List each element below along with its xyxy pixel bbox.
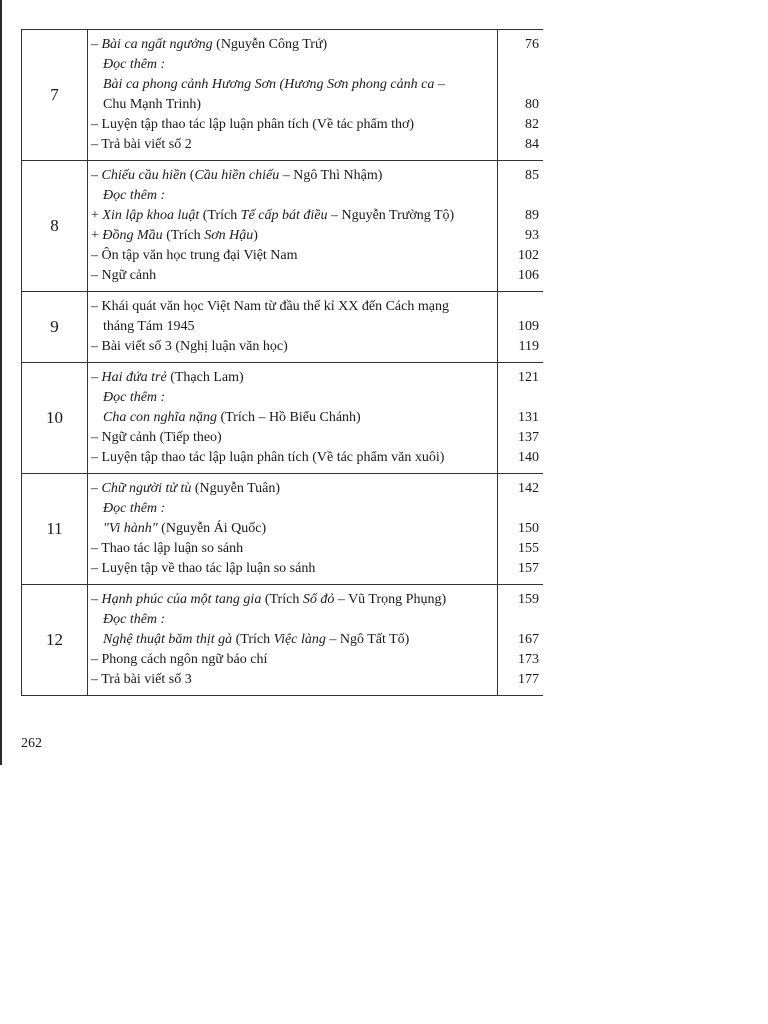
lesson-text: + (91, 208, 103, 223)
lesson-text: ) (253, 228, 258, 243)
page-ref: 137 (518, 430, 539, 445)
lesson-text: Chiếu cầu hiền (101, 168, 187, 183)
lesson-entry (88, 590, 497, 610)
week-row (21, 585, 543, 696)
lesson-text: (Nguyễn Ái Quốc) (157, 521, 267, 536)
lesson-text: – (91, 370, 102, 385)
lesson-entry (88, 337, 497, 357)
lesson-entry (88, 186, 497, 206)
lesson-text: Đọc thêm : (103, 188, 166, 203)
page-column (498, 161, 543, 291)
page-spine-line (0, 0, 2, 765)
lesson-text: Cha con nghĩa nặng (103, 410, 217, 425)
page-ref (498, 610, 543, 630)
lesson-entry (88, 499, 497, 519)
lesson-list (88, 585, 498, 695)
lesson-text: – (91, 168, 102, 183)
lesson-text: (Thạch Lam) (166, 370, 244, 385)
lesson-entry (88, 630, 497, 650)
lesson-text: tháng Tám 1945 (103, 319, 195, 334)
page-ref: 140 (518, 450, 539, 465)
lesson-text: – Ngữ cảnh (Tiếp theo) (91, 430, 222, 445)
lesson-entry (88, 650, 497, 670)
lesson-text: – Bài viết số 3 (Nghị luận văn học) (91, 339, 288, 354)
lesson-text: + (91, 228, 103, 243)
lesson-text: Sơn Hậu (204, 228, 254, 243)
week-number: 9 (22, 292, 88, 362)
lesson-text: (Trích (261, 592, 303, 607)
week-number: 7 (22, 30, 88, 160)
lesson-entry (88, 519, 497, 539)
week-row (21, 161, 543, 292)
page-ref (498, 388, 543, 408)
lesson-text: – Luyện tập thao tác lập luận phân tích (Về tác phẩm văn xuôi) (91, 450, 445, 465)
lesson-text: – Khái quát văn học Việt Nam từ đầu thế kỉ XX đến Cách mạng (91, 299, 449, 314)
lesson-list (88, 30, 498, 160)
lesson-text: (Trích – Hồ Biểu Chánh) (216, 410, 361, 425)
lesson-list (88, 474, 498, 584)
lesson-text: Hai đứa trẻ (101, 370, 167, 385)
lesson-entry (88, 35, 497, 55)
lesson-text: Việc làng (273, 632, 326, 647)
lesson-entry (88, 479, 497, 499)
lesson-entry (88, 266, 497, 286)
page-ref: 93 (525, 228, 539, 243)
lesson-entry (88, 448, 497, 468)
lesson-text: (Nguyễn Công Trứ) (212, 37, 328, 52)
page-ref: 85 (525, 168, 539, 183)
lesson-entry (88, 135, 497, 155)
lesson-entry (88, 206, 497, 226)
lesson-text: – Phong cách ngôn ngữ báo chí (91, 652, 268, 667)
lesson-entry (88, 246, 497, 266)
lesson-text: Tế cấp bát điều (240, 208, 328, 223)
lesson-text: – (91, 481, 102, 496)
week-number: 12 (22, 585, 88, 695)
lesson-entry (88, 75, 497, 95)
page-ref: 82 (525, 117, 539, 132)
page-ref (498, 186, 543, 206)
week-row (21, 292, 543, 363)
week-number: 8 (22, 161, 88, 291)
page-ref (498, 499, 543, 519)
lesson-entry (88, 317, 497, 337)
lesson-text: – Ngữ cảnh (91, 268, 157, 283)
lesson-entry (88, 166, 497, 186)
page-ref (498, 297, 543, 317)
page-ref: 155 (518, 541, 539, 556)
page-ref: 157 (518, 561, 539, 576)
lesson-text: – Thao tác lập luận so sánh (91, 541, 244, 556)
lesson-entry (88, 428, 497, 448)
page-ref: 121 (518, 370, 539, 385)
lesson-text: Bài ca ngất ngưởng (101, 37, 213, 52)
page-column (498, 474, 543, 584)
lesson-text: (Trích (162, 228, 205, 243)
lesson-text: Đồng Mầu (102, 228, 163, 243)
lesson-text: (Trích (232, 632, 274, 647)
lesson-text: ( (186, 168, 195, 183)
page-ref: 84 (525, 137, 539, 152)
week-row (21, 29, 543, 161)
lesson-text: – Luyện tập về thao tác lập luận so sánh (91, 561, 316, 576)
lesson-entry (88, 408, 497, 428)
lesson-text: Nghệ thuật băm thịt gà (103, 632, 233, 647)
page-column (498, 30, 543, 160)
page-ref: 106 (518, 268, 539, 283)
page-column (498, 585, 543, 695)
page-ref: 167 (518, 632, 539, 647)
table-of-contents (21, 29, 543, 696)
lesson-text: – Ngô Thì Nhậm) (279, 168, 383, 183)
page-ref: 80 (525, 97, 539, 112)
lesson-text: – (91, 592, 102, 607)
lesson-text: – (91, 37, 102, 52)
lesson-text: Đọc thêm : (103, 390, 166, 405)
lesson-text: Đọc thêm : (103, 501, 166, 516)
lesson-entry (88, 115, 497, 135)
lesson-entry (88, 559, 497, 579)
lesson-list (88, 292, 498, 362)
page-ref: 76 (525, 37, 539, 52)
page-ref (498, 55, 543, 75)
lesson-text: Cầu hiền chiếu (194, 168, 280, 183)
week-number: 10 (22, 363, 88, 473)
lesson-text: Chữ người tử tù (101, 481, 192, 496)
page-ref: 102 (518, 248, 539, 263)
lesson-list (88, 363, 498, 473)
week-row (21, 363, 543, 474)
lesson-text: Bài ca phong cảnh Hương Sơn (Hương Sơn phong cảnh ca – (103, 77, 445, 92)
page-ref: 89 (525, 208, 539, 223)
lesson-text: Số đỏ (302, 592, 335, 607)
lesson-text: – Luyện tập thao tác lập luận phân tích (Về tác phẩm thơ) (91, 117, 415, 132)
lesson-text: Hạnh phúc của một tang gia (101, 592, 262, 607)
lesson-entry (88, 368, 497, 388)
lesson-entry (88, 670, 497, 690)
lesson-list (88, 161, 498, 291)
lesson-entry (88, 388, 497, 408)
lesson-entry (88, 55, 497, 75)
lesson-entry (88, 539, 497, 559)
lesson-entry (88, 95, 497, 115)
week-row (21, 474, 543, 585)
lesson-text: Xin lập khoa luật (102, 208, 200, 223)
page-ref: 109 (518, 319, 539, 334)
lesson-text: Đọc thêm : (103, 57, 166, 72)
lesson-text: "Vi hành" (103, 521, 158, 536)
lesson-text: – Ôn tập văn học trung đại Việt Nam (91, 248, 298, 263)
page-ref: 159 (518, 592, 539, 607)
lesson-text: – Nguyễn Trường Tộ) (327, 208, 455, 223)
lesson-entry (88, 226, 497, 246)
page-ref: 142 (518, 481, 539, 496)
lesson-text: – Ngô Tất Tố) (325, 632, 410, 647)
lesson-text: – Trả bài viết số 2 (91, 137, 192, 152)
lesson-entry (88, 610, 497, 630)
page-column (498, 292, 543, 362)
lesson-text: – Trả bài viết số 3 (91, 672, 192, 687)
lesson-text: – Vũ Trọng Phụng) (334, 592, 447, 607)
page-ref: 173 (518, 652, 539, 667)
page-ref: 119 (518, 339, 539, 354)
page-ref: 150 (518, 521, 539, 536)
lesson-text: (Trích (199, 208, 241, 223)
page-column (498, 363, 543, 473)
lesson-entry (88, 297, 497, 317)
lesson-text: Đọc thêm : (103, 612, 166, 627)
week-number: 11 (22, 474, 88, 584)
page-ref: 131 (518, 410, 539, 425)
page-ref (498, 75, 543, 95)
page-number: 262 (21, 736, 42, 751)
lesson-text: (Nguyễn Tuân) (191, 481, 281, 496)
page-ref: 177 (518, 672, 539, 687)
lesson-text: Chu Mạnh Trinh) (103, 97, 202, 112)
